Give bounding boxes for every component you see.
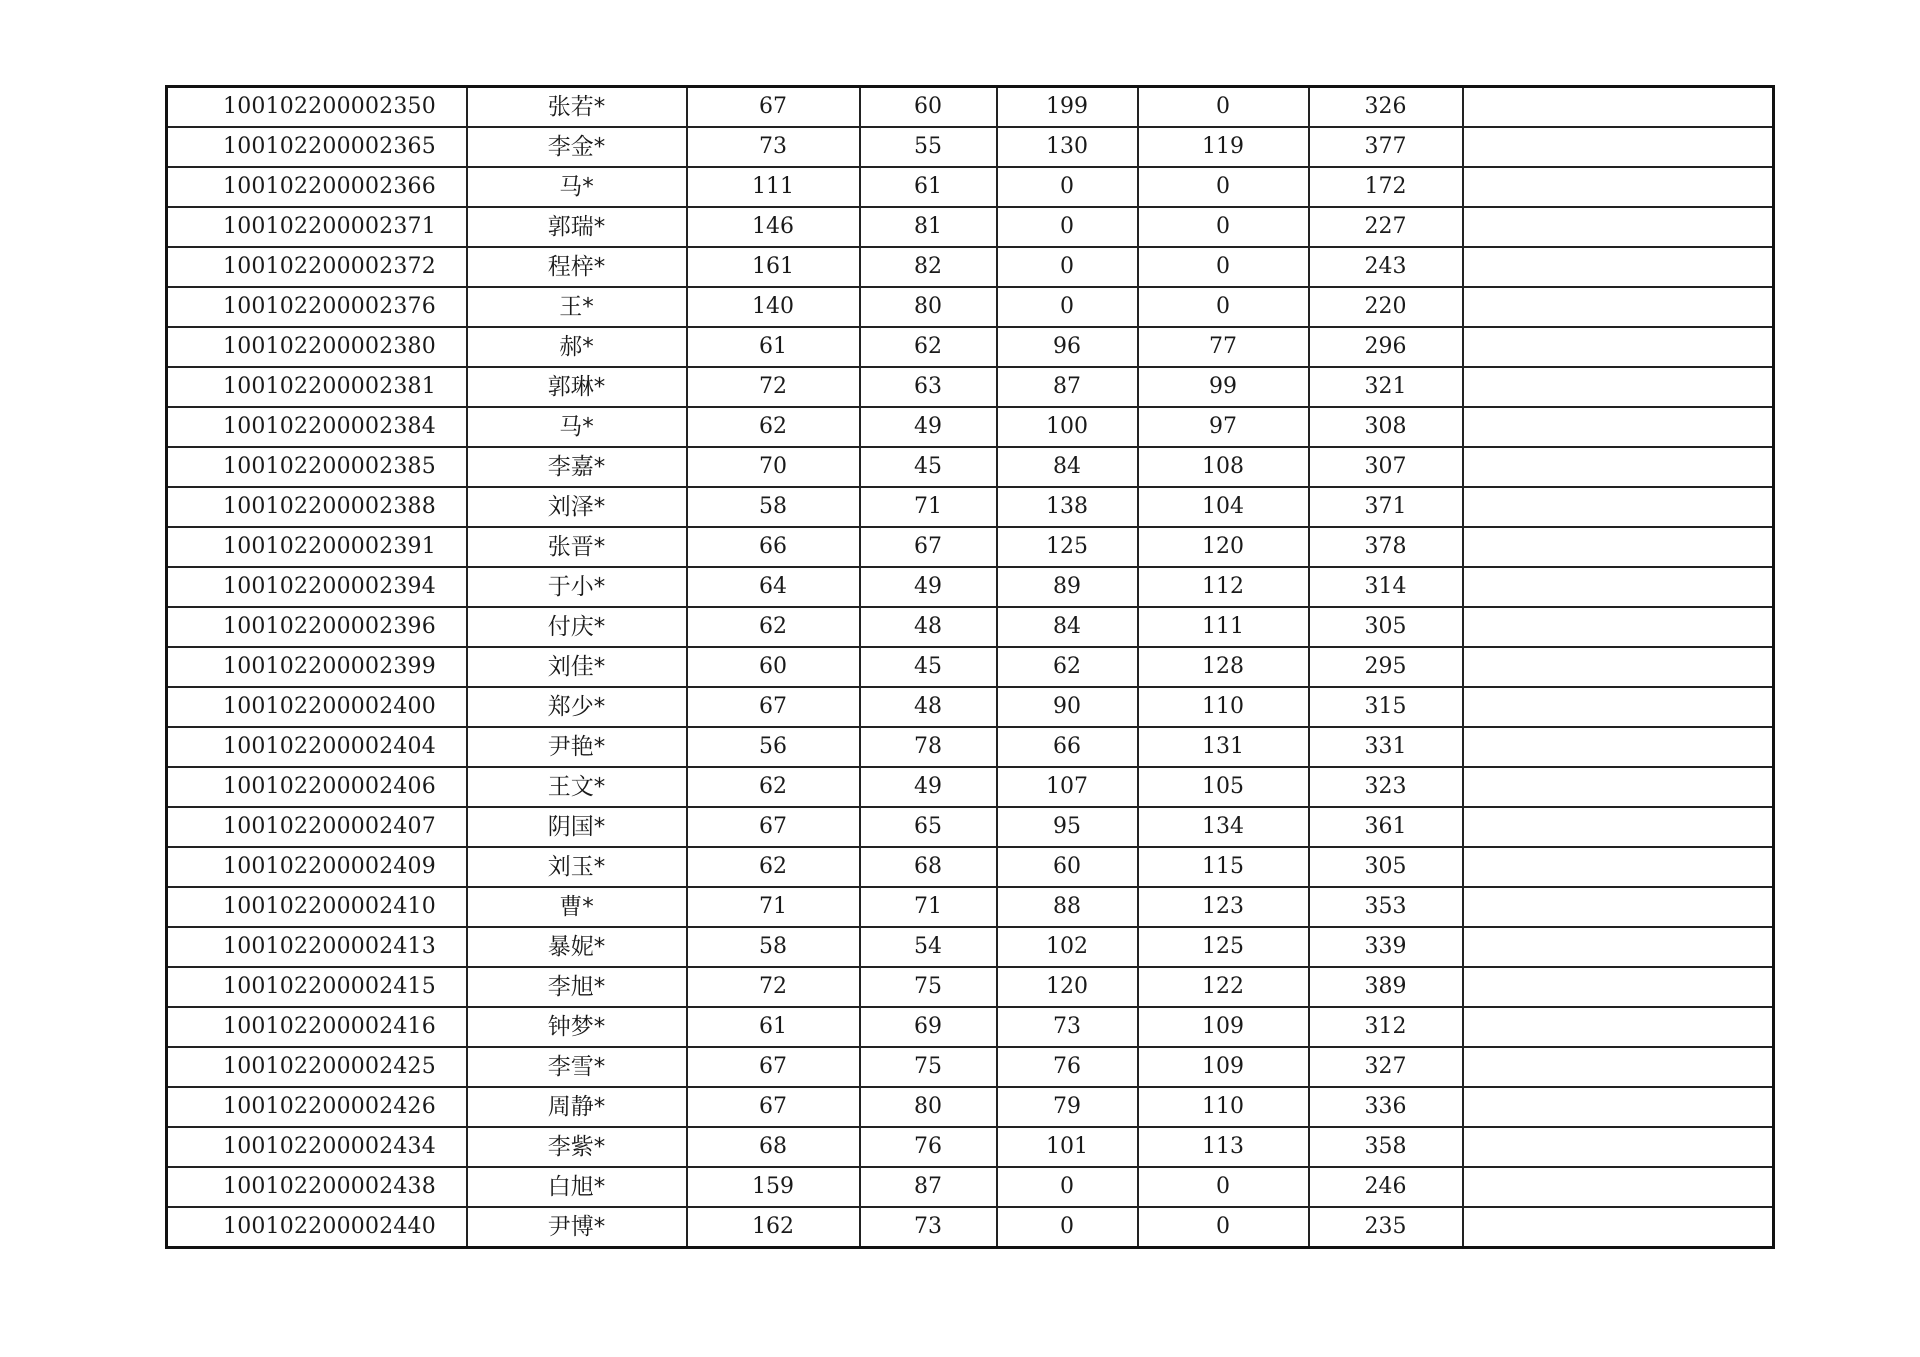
name-cell: 尹博* — [467, 1207, 687, 1248]
table-row — [167, 247, 1774, 287]
name-cell: 刘玉* — [467, 847, 687, 887]
remark-cell — [1463, 1047, 1774, 1087]
table-row — [167, 887, 1774, 927]
score-3-cell: 66 — [997, 727, 1138, 767]
total-cell: 327 — [1309, 1047, 1463, 1087]
score-1-cell: 67 — [687, 807, 860, 847]
exam-id-cell: 100102200002406 — [167, 767, 467, 807]
score-2-cell: 45 — [860, 447, 997, 487]
score-4-cell: 134 — [1138, 807, 1309, 847]
score-3-cell: 84 — [997, 447, 1138, 487]
table-row — [167, 127, 1774, 167]
score-2-cell: 60 — [860, 87, 997, 128]
score-3-cell: 107 — [997, 767, 1138, 807]
score-1-cell: 159 — [687, 1167, 860, 1207]
total-cell: 377 — [1309, 127, 1463, 167]
table-row — [167, 487, 1774, 527]
score-2-cell: 49 — [860, 567, 997, 607]
score-4-cell: 77 — [1138, 327, 1309, 367]
name-cell: 郭瑞* — [467, 207, 687, 247]
score-2-cell: 81 — [860, 207, 997, 247]
exam-id-cell: 100102200002396 — [167, 607, 467, 647]
score-4-cell: 110 — [1138, 687, 1309, 727]
score-1-cell: 58 — [687, 927, 860, 967]
score-4-cell: 0 — [1138, 247, 1309, 287]
total-cell: 378 — [1309, 527, 1463, 567]
name-cell: 周静* — [467, 1087, 687, 1127]
total-cell: 227 — [1309, 207, 1463, 247]
remark-cell — [1463, 207, 1774, 247]
remark-cell — [1463, 327, 1774, 367]
name-cell: 郑少* — [467, 687, 687, 727]
total-cell: 296 — [1309, 327, 1463, 367]
remark-cell — [1463, 127, 1774, 167]
score-3-cell: 0 — [997, 287, 1138, 327]
remark-cell — [1463, 807, 1774, 847]
score-4-cell: 123 — [1138, 887, 1309, 927]
total-cell: 331 — [1309, 727, 1463, 767]
name-cell: 白旭* — [467, 1167, 687, 1207]
table-row — [167, 327, 1774, 367]
table-row — [167, 967, 1774, 1007]
exam-id-cell: 100102200002410 — [167, 887, 467, 927]
remark-cell — [1463, 1007, 1774, 1047]
score-1-cell: 64 — [687, 567, 860, 607]
score-1-cell: 62 — [687, 847, 860, 887]
score-3-cell: 120 — [997, 967, 1138, 1007]
exam-id-cell: 100102200002371 — [167, 207, 467, 247]
score-1-cell: 62 — [687, 407, 860, 447]
name-cell: 李紫* — [467, 1127, 687, 1167]
score-3-cell: 0 — [997, 247, 1138, 287]
score-4-cell: 97 — [1138, 407, 1309, 447]
name-cell: 李嘉* — [467, 447, 687, 487]
score-3-cell: 130 — [997, 127, 1138, 167]
exam-id-cell: 100102200002440 — [167, 1207, 467, 1248]
score-2-cell: 76 — [860, 1127, 997, 1167]
remark-cell — [1463, 567, 1774, 607]
score-2-cell: 82 — [860, 247, 997, 287]
score-4-cell: 0 — [1138, 1207, 1309, 1248]
score-1-cell: 67 — [687, 87, 860, 128]
table-row — [167, 927, 1774, 967]
name-cell: 刘佳* — [467, 647, 687, 687]
score-2-cell: 87 — [860, 1167, 997, 1207]
remark-cell — [1463, 767, 1774, 807]
score-3-cell: 62 — [997, 647, 1138, 687]
score-1-cell: 161 — [687, 247, 860, 287]
exam-id-cell: 100102200002380 — [167, 327, 467, 367]
score-1-cell: 62 — [687, 607, 860, 647]
exam-id-cell: 100102200002426 — [167, 1087, 467, 1127]
exam-id-cell: 100102200002384 — [167, 407, 467, 447]
name-cell: 尹艳* — [467, 727, 687, 767]
score-4-cell: 105 — [1138, 767, 1309, 807]
name-cell: 马* — [467, 407, 687, 447]
score-2-cell: 71 — [860, 887, 997, 927]
score-table-body — [167, 87, 1774, 1248]
name-cell: 阴国* — [467, 807, 687, 847]
score-1-cell: 70 — [687, 447, 860, 487]
score-3-cell: 60 — [997, 847, 1138, 887]
score-3-cell: 73 — [997, 1007, 1138, 1047]
score-3-cell: 95 — [997, 807, 1138, 847]
score-4-cell: 0 — [1138, 87, 1309, 128]
score-1-cell: 146 — [687, 207, 860, 247]
remark-cell — [1463, 967, 1774, 1007]
table-row — [167, 1167, 1774, 1207]
score-2-cell: 71 — [860, 487, 997, 527]
score-2-cell: 65 — [860, 807, 997, 847]
score-1-cell: 61 — [687, 1007, 860, 1047]
name-cell: 暴妮* — [467, 927, 687, 967]
exam-id-cell: 100102200002350 — [167, 87, 467, 128]
total-cell: 243 — [1309, 247, 1463, 287]
score-4-cell: 119 — [1138, 127, 1309, 167]
exam-id-cell: 100102200002413 — [167, 927, 467, 967]
exam-id-cell: 100102200002416 — [167, 1007, 467, 1047]
score-1-cell: 72 — [687, 967, 860, 1007]
exam-id-cell: 100102200002394 — [167, 567, 467, 607]
score-2-cell: 54 — [860, 927, 997, 967]
remark-cell — [1463, 647, 1774, 687]
score-1-cell: 72 — [687, 367, 860, 407]
table-row — [167, 207, 1774, 247]
score-1-cell: 62 — [687, 767, 860, 807]
score-1-cell: 71 — [687, 887, 860, 927]
table-row — [167, 767, 1774, 807]
remark-cell — [1463, 1127, 1774, 1167]
total-cell: 305 — [1309, 847, 1463, 887]
score-3-cell: 0 — [997, 167, 1138, 207]
name-cell: 张若* — [467, 87, 687, 128]
table-row — [167, 727, 1774, 767]
score-1-cell: 111 — [687, 167, 860, 207]
score-3-cell: 89 — [997, 567, 1138, 607]
name-cell: 付庆* — [467, 607, 687, 647]
table-row — [167, 847, 1774, 887]
table-row — [167, 1087, 1774, 1127]
table-row — [167, 687, 1774, 727]
score-3-cell: 101 — [997, 1127, 1138, 1167]
total-cell: 371 — [1309, 487, 1463, 527]
score-4-cell: 112 — [1138, 567, 1309, 607]
score-4-cell: 0 — [1138, 207, 1309, 247]
exam-id-cell: 100102200002372 — [167, 247, 467, 287]
score-3-cell: 102 — [997, 927, 1138, 967]
score-4-cell: 120 — [1138, 527, 1309, 567]
remark-cell — [1463, 687, 1774, 727]
score-4-cell: 0 — [1138, 1167, 1309, 1207]
exam-id-cell: 100102200002404 — [167, 727, 467, 767]
score-1-cell: 66 — [687, 527, 860, 567]
score-3-cell: 79 — [997, 1087, 1138, 1127]
name-cell: 刘泽* — [467, 487, 687, 527]
exam-id-cell: 100102200002365 — [167, 127, 467, 167]
score-2-cell: 67 — [860, 527, 997, 567]
score-4-cell: 125 — [1138, 927, 1309, 967]
score-3-cell: 125 — [997, 527, 1138, 567]
remark-cell — [1463, 407, 1774, 447]
score-2-cell: 75 — [860, 1047, 997, 1087]
score-2-cell: 49 — [860, 407, 997, 447]
score-2-cell: 69 — [860, 1007, 997, 1047]
exam-id-cell: 100102200002400 — [167, 687, 467, 727]
score-1-cell: 140 — [687, 287, 860, 327]
score-2-cell: 73 — [860, 1207, 997, 1248]
score-4-cell: 108 — [1138, 447, 1309, 487]
exam-id-cell: 100102200002366 — [167, 167, 467, 207]
exam-id-cell: 100102200002399 — [167, 647, 467, 687]
table-row — [167, 1127, 1774, 1167]
score-2-cell: 75 — [860, 967, 997, 1007]
score-4-cell: 104 — [1138, 487, 1309, 527]
total-cell: 361 — [1309, 807, 1463, 847]
remark-cell — [1463, 527, 1774, 567]
name-cell: 李旭* — [467, 967, 687, 1007]
score-4-cell: 109 — [1138, 1047, 1309, 1087]
name-cell: 程梓* — [467, 247, 687, 287]
total-cell: 305 — [1309, 607, 1463, 647]
score-2-cell: 80 — [860, 287, 997, 327]
score-4-cell: 122 — [1138, 967, 1309, 1007]
score-2-cell: 48 — [860, 687, 997, 727]
exam-id-cell: 100102200002376 — [167, 287, 467, 327]
score-table — [165, 85, 1775, 1249]
remark-cell — [1463, 487, 1774, 527]
score-1-cell: 67 — [687, 687, 860, 727]
name-cell: 张晋* — [467, 527, 687, 567]
remark-cell — [1463, 287, 1774, 327]
table-row — [167, 1047, 1774, 1087]
score-3-cell: 88 — [997, 887, 1138, 927]
score-2-cell: 80 — [860, 1087, 997, 1127]
score-1-cell: 162 — [687, 1207, 860, 1248]
exam-id-cell: 100102200002434 — [167, 1127, 467, 1167]
table-row — [167, 1007, 1774, 1047]
total-cell: 312 — [1309, 1007, 1463, 1047]
table-row — [167, 447, 1774, 487]
table-row — [167, 1207, 1774, 1248]
total-cell: 326 — [1309, 87, 1463, 128]
table-row — [167, 807, 1774, 847]
name-cell: 曹* — [467, 887, 687, 927]
total-cell: 353 — [1309, 887, 1463, 927]
score-4-cell: 109 — [1138, 1007, 1309, 1047]
total-cell: 339 — [1309, 927, 1463, 967]
score-2-cell: 55 — [860, 127, 997, 167]
score-3-cell: 138 — [997, 487, 1138, 527]
total-cell: 235 — [1309, 1207, 1463, 1248]
table-row — [167, 647, 1774, 687]
score-2-cell: 63 — [860, 367, 997, 407]
remark-cell — [1463, 927, 1774, 967]
remark-cell — [1463, 1167, 1774, 1207]
score-3-cell: 84 — [997, 607, 1138, 647]
score-1-cell: 67 — [687, 1047, 860, 1087]
score-1-cell: 67 — [687, 1087, 860, 1127]
score-3-cell: 96 — [997, 327, 1138, 367]
score-4-cell: 111 — [1138, 607, 1309, 647]
remark-cell — [1463, 367, 1774, 407]
score-4-cell: 131 — [1138, 727, 1309, 767]
remark-cell — [1463, 727, 1774, 767]
remark-cell — [1463, 607, 1774, 647]
table-row — [167, 87, 1774, 128]
total-cell: 336 — [1309, 1087, 1463, 1127]
table-row — [167, 167, 1774, 207]
name-cell: 王* — [467, 287, 687, 327]
score-3-cell: 0 — [997, 1167, 1138, 1207]
total-cell: 314 — [1309, 567, 1463, 607]
score-4-cell: 0 — [1138, 167, 1309, 207]
score-4-cell: 113 — [1138, 1127, 1309, 1167]
total-cell: 315 — [1309, 687, 1463, 727]
total-cell: 172 — [1309, 167, 1463, 207]
exam-id-cell: 100102200002385 — [167, 447, 467, 487]
score-2-cell: 49 — [860, 767, 997, 807]
score-3-cell: 0 — [997, 1207, 1138, 1248]
table-row — [167, 527, 1774, 567]
score-2-cell: 61 — [860, 167, 997, 207]
remark-cell — [1463, 1087, 1774, 1127]
exam-id-cell: 100102200002381 — [167, 367, 467, 407]
score-1-cell: 61 — [687, 327, 860, 367]
score-4-cell: 110 — [1138, 1087, 1309, 1127]
name-cell: 于小* — [467, 567, 687, 607]
score-1-cell: 56 — [687, 727, 860, 767]
exam-id-cell: 100102200002391 — [167, 527, 467, 567]
score-1-cell: 58 — [687, 487, 860, 527]
name-cell: 郝* — [467, 327, 687, 367]
table-row — [167, 567, 1774, 607]
total-cell: 308 — [1309, 407, 1463, 447]
score-2-cell: 45 — [860, 647, 997, 687]
score-4-cell: 0 — [1138, 287, 1309, 327]
total-cell: 295 — [1309, 647, 1463, 687]
score-2-cell: 48 — [860, 607, 997, 647]
score-3-cell: 0 — [997, 207, 1138, 247]
total-cell: 246 — [1309, 1167, 1463, 1207]
total-cell: 358 — [1309, 1127, 1463, 1167]
remark-cell — [1463, 447, 1774, 487]
score-1-cell: 60 — [687, 647, 860, 687]
exam-id-cell: 100102200002409 — [167, 847, 467, 887]
score-2-cell: 68 — [860, 847, 997, 887]
table-row — [167, 607, 1774, 647]
total-cell: 321 — [1309, 367, 1463, 407]
score-3-cell: 100 — [997, 407, 1138, 447]
exam-id-cell: 100102200002388 — [167, 487, 467, 527]
name-cell: 李金* — [467, 127, 687, 167]
score-3-cell: 87 — [997, 367, 1138, 407]
remark-cell — [1463, 247, 1774, 287]
name-cell: 王文* — [467, 767, 687, 807]
table-row — [167, 287, 1774, 327]
total-cell: 323 — [1309, 767, 1463, 807]
name-cell: 钟梦* — [467, 1007, 687, 1047]
exam-id-cell: 100102200002415 — [167, 967, 467, 1007]
table-row — [167, 407, 1774, 447]
name-cell: 郭琳* — [467, 367, 687, 407]
score-3-cell: 199 — [997, 87, 1138, 128]
score-2-cell: 78 — [860, 727, 997, 767]
name-cell: 马* — [467, 167, 687, 207]
total-cell: 389 — [1309, 967, 1463, 1007]
score-2-cell: 62 — [860, 327, 997, 367]
table-row — [167, 367, 1774, 407]
score-3-cell: 76 — [997, 1047, 1138, 1087]
exam-id-cell: 100102200002438 — [167, 1167, 467, 1207]
score-1-cell: 68 — [687, 1127, 860, 1167]
name-cell: 李雪* — [467, 1047, 687, 1087]
remark-cell — [1463, 87, 1774, 128]
score-4-cell: 99 — [1138, 367, 1309, 407]
exam-id-cell: 100102200002407 — [167, 807, 467, 847]
exam-id-cell: 100102200002425 — [167, 1047, 467, 1087]
remark-cell — [1463, 887, 1774, 927]
score-4-cell: 115 — [1138, 847, 1309, 887]
remark-cell — [1463, 167, 1774, 207]
remark-cell — [1463, 1207, 1774, 1248]
score-1-cell: 73 — [687, 127, 860, 167]
remark-cell — [1463, 847, 1774, 887]
total-cell: 220 — [1309, 287, 1463, 327]
total-cell: 307 — [1309, 447, 1463, 487]
score-4-cell: 128 — [1138, 647, 1309, 687]
score-3-cell: 90 — [997, 687, 1138, 727]
